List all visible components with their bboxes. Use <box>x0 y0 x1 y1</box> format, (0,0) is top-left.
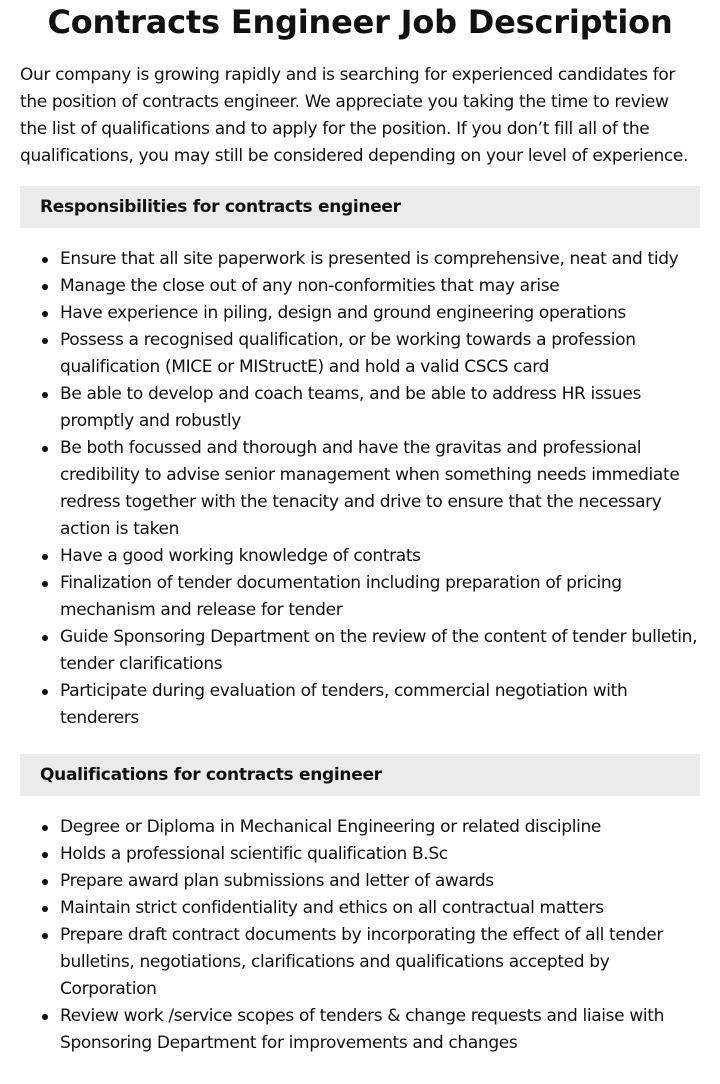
responsibilities-heading: Responsibilities for contracts engineer <box>20 186 700 228</box>
list-item: Possess a recognised qualification, or be working towards a profession qualification (MICE or MIStructE) and hold a valid CSCS card <box>60 327 700 381</box>
list-item: Review work /service scopes of tenders & change requests and liaise with Sponsoring Department for improvements and changes <box>60 1003 700 1057</box>
responsibilities-list <box>20 246 700 732</box>
list-item: Guide Sponsoring Department on the review of the content of tender bulletin, tender clarifications <box>60 624 700 678</box>
list-item: Have a good working knowledge of contrats <box>60 543 700 570</box>
list-item: Participate during evaluation of tenders, commercial negotiation with tenderers <box>60 678 700 732</box>
qualifications-heading: Qualifications for contracts engineer <box>20 754 700 796</box>
list-item: Prepare draft contract documents by incorporating the effect of all tender bulletins, negotiations, clarifications and qualifications accepted by Corporation <box>60 922 700 1003</box>
list-item: Prepare award plan submissions and letter of awards <box>60 868 700 895</box>
list-item: Finalization of tender documentation including preparation of pricing mechanism and release for tender <box>60 570 700 624</box>
list-item: Degree or Diploma in Mechanical Engineering or related discipline <box>60 814 700 841</box>
list-item: Maintain strict confidentiality and ethics on all contractual matters <box>60 895 700 922</box>
qualifications-list <box>20 814 700 1057</box>
list-item: Ensure that all site paperwork is presented is comprehensive, neat and tidy <box>60 246 700 273</box>
list-item: Be able to develop and coach teams, and be able to address HR issues promptly and robustly <box>60 381 700 435</box>
intro-paragraph: Our company is growing rapidly and is searching for experienced candidates for the position of contracts engineer. We appreciate you taking the time to review the list of qualifications and to apply for the position. If you don’t fill all of the qualifications, you may still be considered depending on your level of experience. <box>20 65 689 166</box>
list-item: Holds a professional scientific qualification B.Sc <box>60 841 700 868</box>
list-item: Be both focussed and thorough and have the gravitas and professional credibility to advise senior management when something needs immediate redress together with the tenacity and drive to ensure that the necessary action is taken <box>60 435 700 543</box>
page-title: Contracts Engineer Job Description <box>47 3 673 41</box>
list-item: Manage the close out of any non-conformities that may arise <box>60 273 700 300</box>
list-item: Have experience in piling, design and ground engineering operations <box>60 300 700 327</box>
